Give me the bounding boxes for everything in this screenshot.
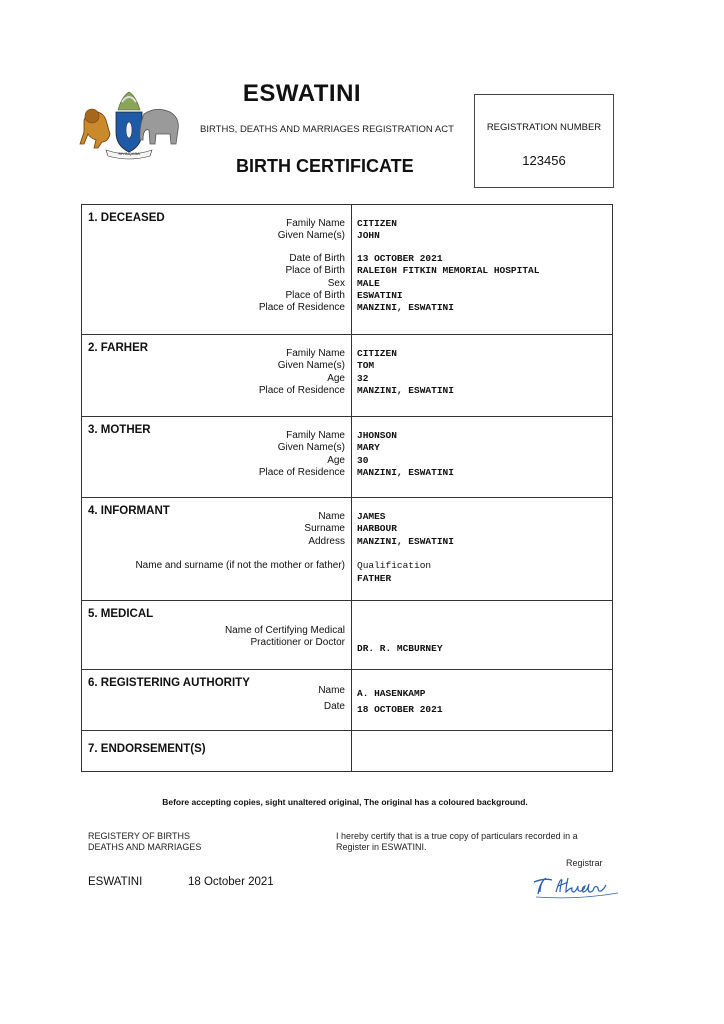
field-label: Given Name(s) — [277, 442, 345, 454]
field-label: Name — [318, 685, 345, 696]
field-label: Place of Residence — [258, 467, 345, 479]
field-value: Qualification — [357, 560, 432, 572]
section-registering-authority — [82, 670, 613, 731]
field-value: HARBOUR — [357, 523, 397, 535]
field-label: Given Name(s) — [277, 360, 345, 372]
field-value: RALEIGH FITKIN MEMORIAL HOSPITAL — [357, 265, 540, 277]
field-value: MARY — [357, 442, 380, 454]
registrar-signature — [530, 872, 620, 900]
registry-line: REGISTERY OF BIRTHS — [88, 831, 191, 841]
field-value: MALE — [357, 277, 380, 289]
field-value: CITIZEN — [357, 348, 397, 359]
section-title: 1. DECEASED — [88, 212, 165, 224]
section-deceased — [82, 205, 613, 335]
field-value: 18 OCTOBER 2021 — [357, 704, 443, 715]
issue-country: ESWATINI — [88, 876, 143, 888]
field-label: Age — [327, 372, 345, 384]
field-label: Place of Residence — [258, 302, 345, 314]
field-label: Family Name — [286, 430, 345, 441]
field-label: Sex — [327, 277, 345, 289]
field-value: A. HASENKAMP — [357, 688, 426, 699]
section-father — [82, 335, 613, 417]
country-title: ESWATINI — [242, 80, 362, 107]
field-label: Name — [318, 511, 345, 522]
certification-text — [336, 831, 578, 853]
field-value: JOHN — [357, 230, 380, 242]
field-value: DR. R. MCBURNEY — [357, 643, 443, 654]
registration-box — [474, 94, 614, 188]
section-title: 2. FARHER — [88, 342, 149, 354]
section-title: 6. REGISTERING AUTHORITY — [88, 677, 250, 689]
field-value: MANZINI, ESWATINI — [357, 467, 454, 479]
section-title: 5. MEDICAL — [88, 608, 154, 620]
field-value: MANZINI, ESWATINI — [357, 302, 454, 314]
crest-motto: SIYINQABA — [118, 151, 140, 156]
certificate-table — [81, 204, 613, 772]
section-informant — [82, 498, 613, 601]
field-label: Name of Certifying Medical — [224, 625, 345, 636]
certify-line: I hereby certify that is a true copy of particulars recorded in a — [336, 831, 578, 841]
field-label: Family Name — [286, 348, 345, 359]
field-value: 32 — [357, 372, 369, 384]
field-label: Date of Birth — [289, 252, 345, 264]
section-medical — [82, 601, 613, 670]
registration-label: REGISTRATION NUMBER — [486, 122, 602, 133]
registrar-label: Registrar — [566, 858, 603, 868]
field-value: 13 OCTOBER 2021 — [357, 252, 443, 264]
certificate-title: BIRTH CERTIFICATE — [236, 156, 414, 176]
field-value: CITIZEN — [357, 218, 397, 229]
field-value: MANZINI, ESWATINI — [357, 535, 454, 547]
original-note: Before accepting copies, sight unaltered original, The original has a coloured background. — [162, 797, 528, 807]
field-value: FATHER — [357, 572, 392, 584]
section-endorsement — [82, 731, 613, 772]
registration-number: 123456 — [522, 153, 566, 168]
registry-name — [88, 831, 201, 853]
field-value: JAMES — [357, 511, 386, 522]
field-label: Place of Birth — [285, 290, 345, 302]
field-value: ESWATINI — [357, 290, 403, 302]
certify-line: Register in ESWATINI. — [336, 842, 427, 852]
act-name: BIRTHS, DEATHS AND MARRIAGES REGISTRATION ACT — [200, 124, 454, 135]
field-label: Place of Residence — [258, 385, 345, 397]
field-label: Surname — [304, 523, 345, 535]
section-title: 3. MOTHER — [88, 424, 151, 436]
issue-date: 18 October 2021 — [188, 876, 274, 888]
field-label: Practitioner or Doctor — [250, 637, 345, 649]
field-label: Family Name — [286, 218, 345, 229]
section-title: 4. INFORMANT — [88, 505, 170, 517]
field-value: JHONSON — [357, 430, 397, 441]
field-label: Age — [327, 454, 345, 466]
field-value: 30 — [357, 454, 369, 466]
field-label: Given Name(s) — [277, 230, 345, 242]
field-value: TOM — [357, 360, 375, 372]
field-label: Name and surname (if not the mother or father) — [135, 560, 345, 572]
field-label: Place of Birth — [285, 265, 345, 277]
field-value: MANZINI, ESWATINI — [357, 385, 454, 397]
section-mother — [82, 417, 613, 498]
section-title: 7. ENDORSEMENT(S) — [88, 743, 206, 755]
field-label: Address — [308, 535, 345, 547]
field-label: Date — [323, 701, 345, 712]
registry-line: DEATHS AND MARRIAGES — [88, 842, 202, 852]
